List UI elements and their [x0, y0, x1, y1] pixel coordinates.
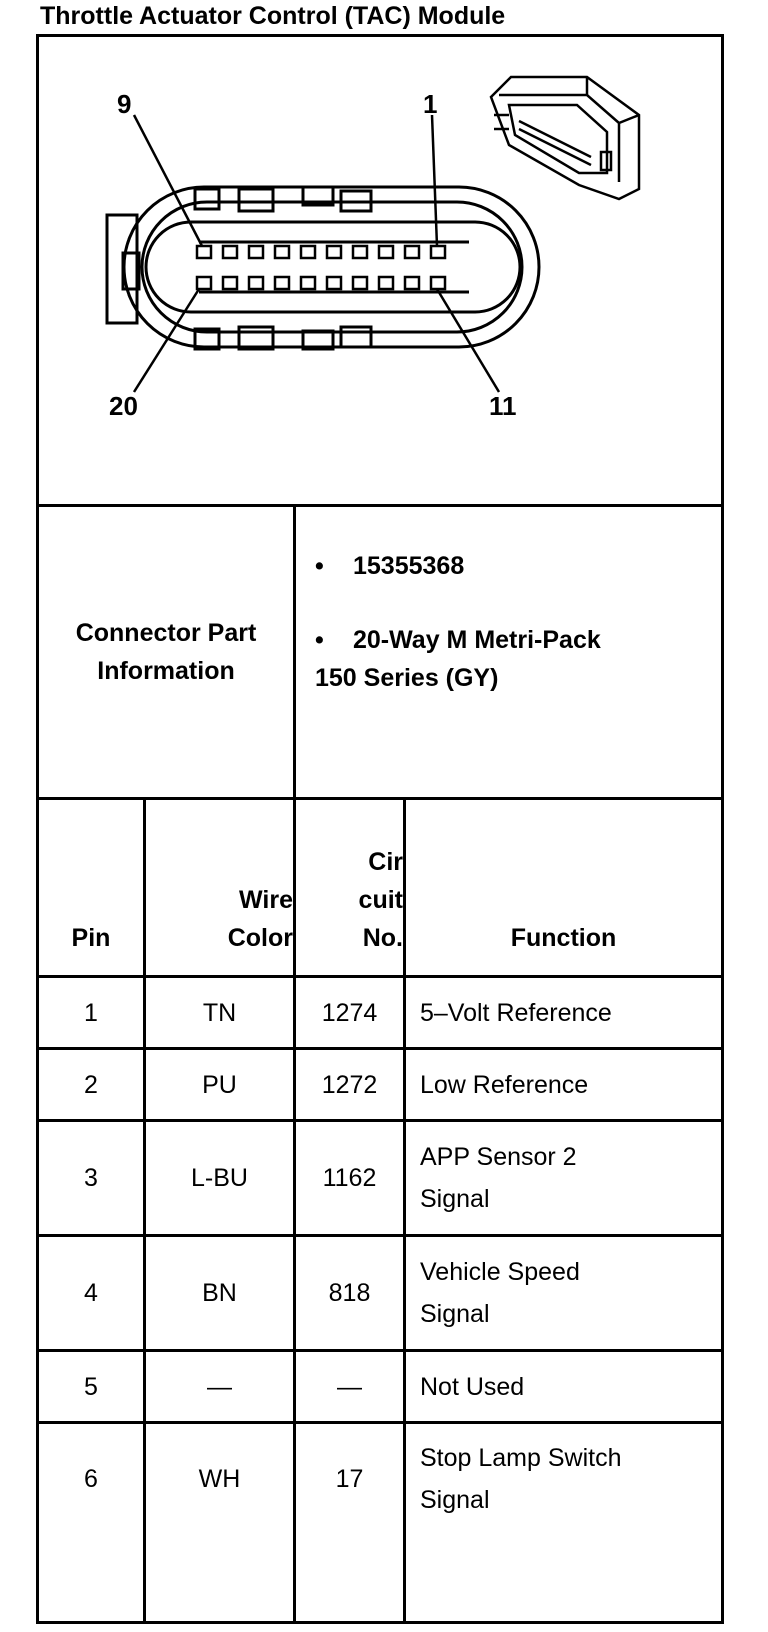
cell-function-line1: Not Used	[420, 1372, 525, 1401]
connector-info-label-line1: Connector Part	[75, 619, 257, 647]
connector-type-line1: 20-Way M Metri-Pack	[353, 626, 601, 654]
keying-features	[195, 187, 371, 349]
connector-type-line2: 150 Series (GY)	[315, 664, 499, 692]
cell-function	[406, 1424, 721, 1534]
header-wire-color-line2: Color	[227, 924, 293, 952]
cell-function-line1: Low Reference	[420, 1070, 589, 1099]
connector-3d-view	[491, 77, 639, 199]
cell-function-line2: Signal	[420, 1185, 490, 1213]
cell-function	[406, 1237, 721, 1349]
cell-pin: 5	[84, 1372, 98, 1401]
cell-wire-color: TN	[202, 998, 237, 1027]
cell-function-line1: Vehicle Speed	[420, 1258, 580, 1286]
connector-info-label	[39, 507, 293, 797]
cell-circuit: 1274	[321, 998, 378, 1027]
connector-info-values	[315, 547, 601, 697]
bullet-icon: •	[315, 552, 324, 580]
cell-function-line2: Signal	[420, 1300, 490, 1328]
cell-function	[406, 1352, 721, 1421]
header-wire-color-line1: Wire	[239, 886, 293, 914]
cell-pin: 3	[84, 1164, 98, 1192]
cell-wire-color: —	[207, 1372, 232, 1401]
cell-pin: 2	[84, 1070, 98, 1099]
connector-info-label-line2: Information	[97, 657, 235, 685]
bullet-icon: •	[315, 626, 324, 654]
header-pin: Pin	[71, 924, 111, 952]
cell-pin: 6	[84, 1465, 98, 1493]
cell-wire-color: L-BU	[191, 1164, 248, 1192]
cell-function	[406, 978, 721, 1047]
cell-function	[406, 1122, 721, 1234]
connector-housing	[124, 187, 539, 347]
cell-circuit: 1272	[321, 1070, 378, 1099]
pin-cavities-bottom	[197, 277, 445, 289]
connector-sheet	[36, 34, 724, 1624]
header-circuit-line2: cuit	[358, 886, 403, 914]
connector-face-diagram	[39, 37, 721, 532]
cell-wire-color: PU	[202, 1070, 237, 1099]
header-wire-color	[146, 800, 293, 975]
header-circuit-line1: Cir	[368, 848, 403, 876]
cell-circuit: 818	[328, 1279, 371, 1307]
cell-function-line1: APP Sensor 2	[420, 1143, 577, 1171]
part-number: 15355368	[353, 552, 465, 580]
cell-wire-color: WH	[198, 1465, 241, 1493]
pin-cavities-top	[197, 246, 445, 258]
pin-label-11: 11	[489, 391, 517, 421]
divider	[293, 504, 296, 800]
header-function: Function	[510, 924, 617, 952]
header-circuit-line3: No.	[362, 924, 403, 952]
pin-label-9: 9	[117, 89, 132, 119]
cell-pin: 1	[84, 998, 98, 1027]
cell-wire-color: BN	[202, 1279, 237, 1307]
cell-circuit: 1162	[322, 1164, 377, 1192]
page-title: Throttle Actuator Control (TAC) Module	[40, 2, 506, 30]
cell-function-line2: Signal	[420, 1486, 490, 1514]
cell-circuit: —	[337, 1372, 362, 1401]
pin-label-20: 20	[109, 391, 138, 421]
header-circuit-no	[296, 800, 403, 975]
pin-label-1: 1	[423, 89, 438, 119]
cell-function-line1: 5–Volt Reference	[420, 998, 612, 1027]
cell-function-line1: Stop Lamp Switch	[420, 1444, 622, 1472]
cell-pin: 4	[84, 1279, 98, 1307]
cell-function	[406, 1050, 721, 1119]
cell-circuit: 17	[335, 1465, 364, 1493]
